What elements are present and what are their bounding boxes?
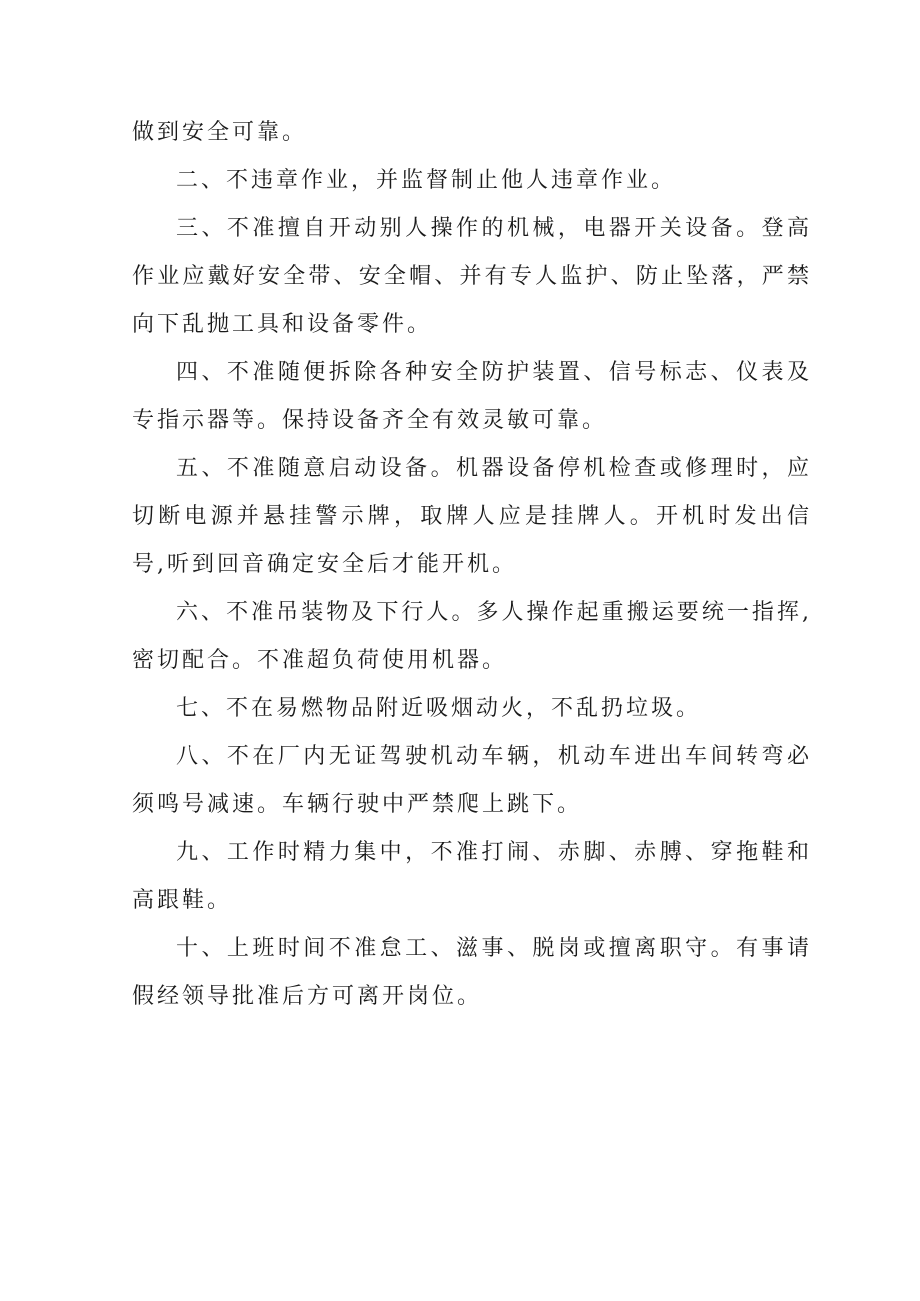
paragraph-7: 七、不在易燃物品附近吸烟动火，不乱扔垃圾。 (176, 696, 702, 721)
paragraph-10: 十、上班时间不准怠工、滋事、脱岗或擅离职守。有事请假经领导批准后方可离开岗位。 (132, 936, 812, 1009)
paragraph-2: 二、不违章作业，并监督制止他人违章作业。 (176, 168, 677, 193)
paragraph-4: 四、不准随便拆除各种安全防护装置、信号标志、仪表及专指示器等。保持设备齐全有效灵敏可靠。 (132, 360, 812, 433)
paragraph-5: 五、不准随意启动设备。机器设备停机检查或修理时，应切断电源并悬挂警示牌，取牌人应是挂牌人。开机时发出信号,听到回音确定安全后才能开机。 (132, 456, 812, 577)
paragraph-3: 三、不准擅自开动别人操作的机械，电器开关设备。登高作业应戴好安全带、安全帽、并有专人监护、防止坠落，严禁向下乱抛工具和设备零件。 (132, 216, 812, 337)
paragraph-6: 六、不准吊装物及下行人。多人操作起重搬运要统一指挥,密切配合。不准超负荷使用机器。 (132, 600, 812, 673)
paragraph-8: 八、不在厂内无证驾驶机动车辆，机动车进出车间转弯必须鸣号减速。车辆行驶中严禁爬上跳下。 (132, 744, 812, 817)
document-body (132, 109, 812, 1021)
paragraph-9: 九、工作时精力集中，不准打闹、赤脚、赤膊、穿拖鞋和高跟鞋。 (132, 840, 812, 913)
paragraph-1: 做到安全可靠。 (132, 120, 308, 145)
